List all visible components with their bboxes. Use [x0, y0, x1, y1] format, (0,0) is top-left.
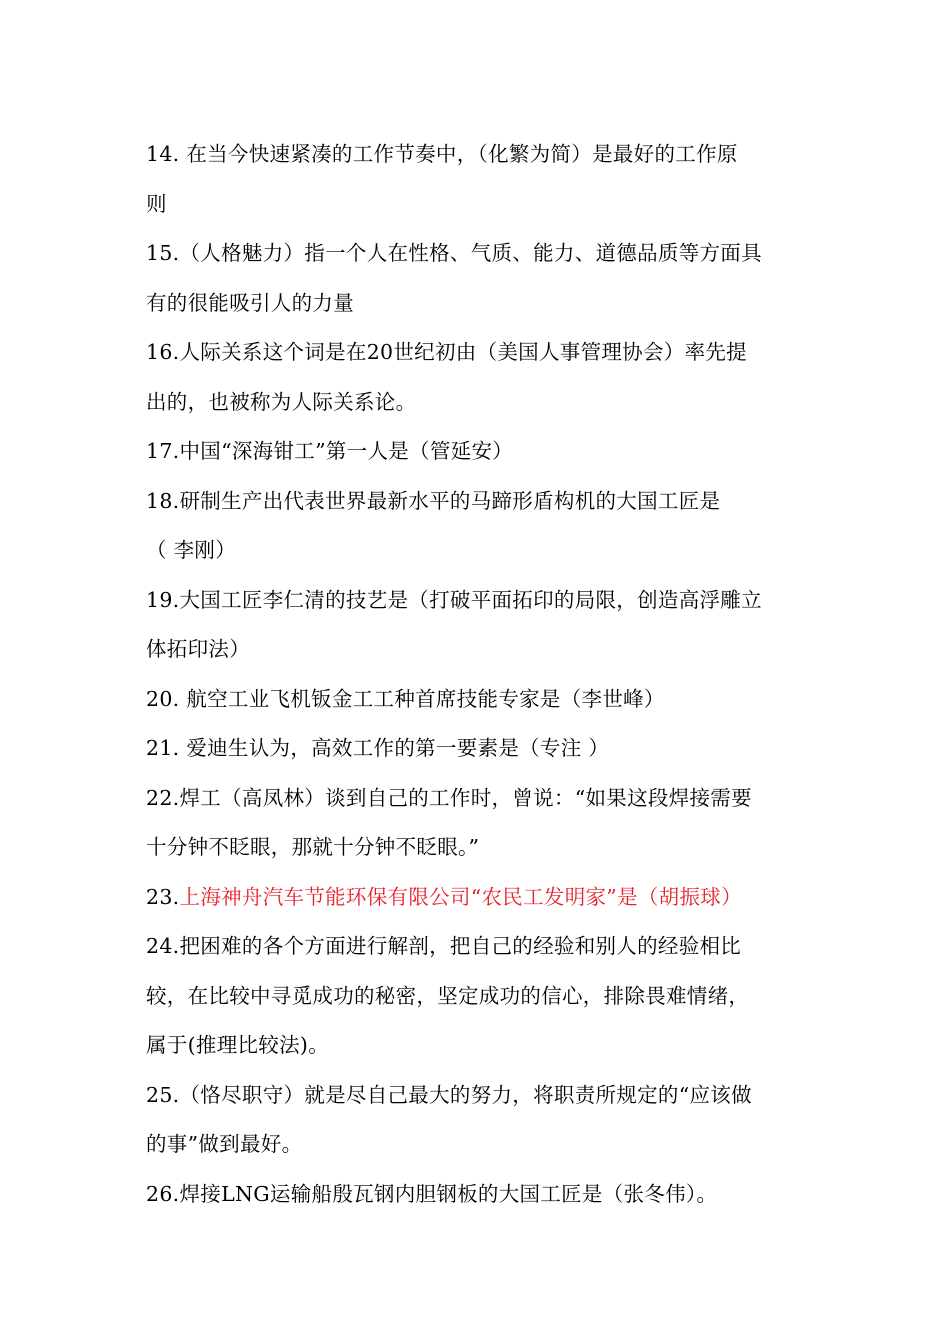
question-25-line-2: 的事”做到最好。: [146, 1132, 303, 1156]
question-24-line-1: 24.把困难的各个方面进行解剖，把自己的经验和别人的经验相比: [146, 934, 742, 958]
question-17-line-1: 17.中国“深海钳工”第一人是（管延安）: [146, 439, 514, 463]
question-18-line-2: （ 李刚）: [146, 538, 237, 562]
question-list: [146, 130, 811, 1219]
question-23-line-1: [146, 873, 811, 923]
question-16-line-2: 出的，也被称为人际关系论。: [146, 389, 417, 414]
question-14-line-2: 则: [146, 191, 167, 216]
question-21-line-1: 21. 爱迪生认为，高效工作的第一要素是（专注 ）: [146, 736, 610, 760]
question-19-line-1: 19.大国工匠李仁清的技艺是（打破平面拓印的局限，创造高浮雕立: [146, 587, 762, 612]
question-16-line-1: 16.人际关系这个词是在20世纪初由（美国人事管理协会）率先提: [146, 340, 747, 364]
question-20-line-1: 20. 航空工业飞机钣金工工种首席技能专家是（李世峰）: [146, 686, 665, 711]
question-15-line-2: 有的很能吸引人的力量: [146, 290, 354, 315]
question-26-line-1: 26.焊接LNG运输船殷瓦钢内胆钢板的大国工匠是（张冬伟）。: [146, 1181, 718, 1206]
question-22-line-1: 22.焊工（高凤林）谈到自己的工作时，曾说：“如果这段焊接需要: [146, 785, 752, 810]
question-19-line-2: 体拓印法）: [146, 637, 250, 661]
question-24-line-2: 较，在比较中寻觅成功的秘密，坚定成功的信心，排除畏难情绪，: [146, 983, 750, 1008]
question-24-line-3: 属于(推理比较法)。: [146, 1033, 329, 1057]
question-14-line-1: 14. 在当今快速紧凑的工作节奏中，（化繁为简）是最好的工作原: [146, 142, 738, 166]
question-25-line-1: 25.（恪尽职守）就是尽自己最大的努力，将职责所规定的“应该做: [146, 1082, 752, 1107]
question-18-line-1: 18.研制生产出代表世界最新水平的马蹄形盾构机的大国工匠是: [146, 488, 721, 513]
question-15-line-1: 15.（人格魅力）指一个人在性格、气质、能力、道德品质等方面具: [146, 241, 762, 265]
question-22-line-2: 十分钟不眨眼，那就十分钟不眨眼。”: [146, 835, 480, 859]
question-23-number: 23.: [146, 884, 180, 909]
question-23-highlighted-text: 上海神舟汽车节能环保有限公司“农民工发明家”是（胡振球）: [179, 884, 742, 909]
